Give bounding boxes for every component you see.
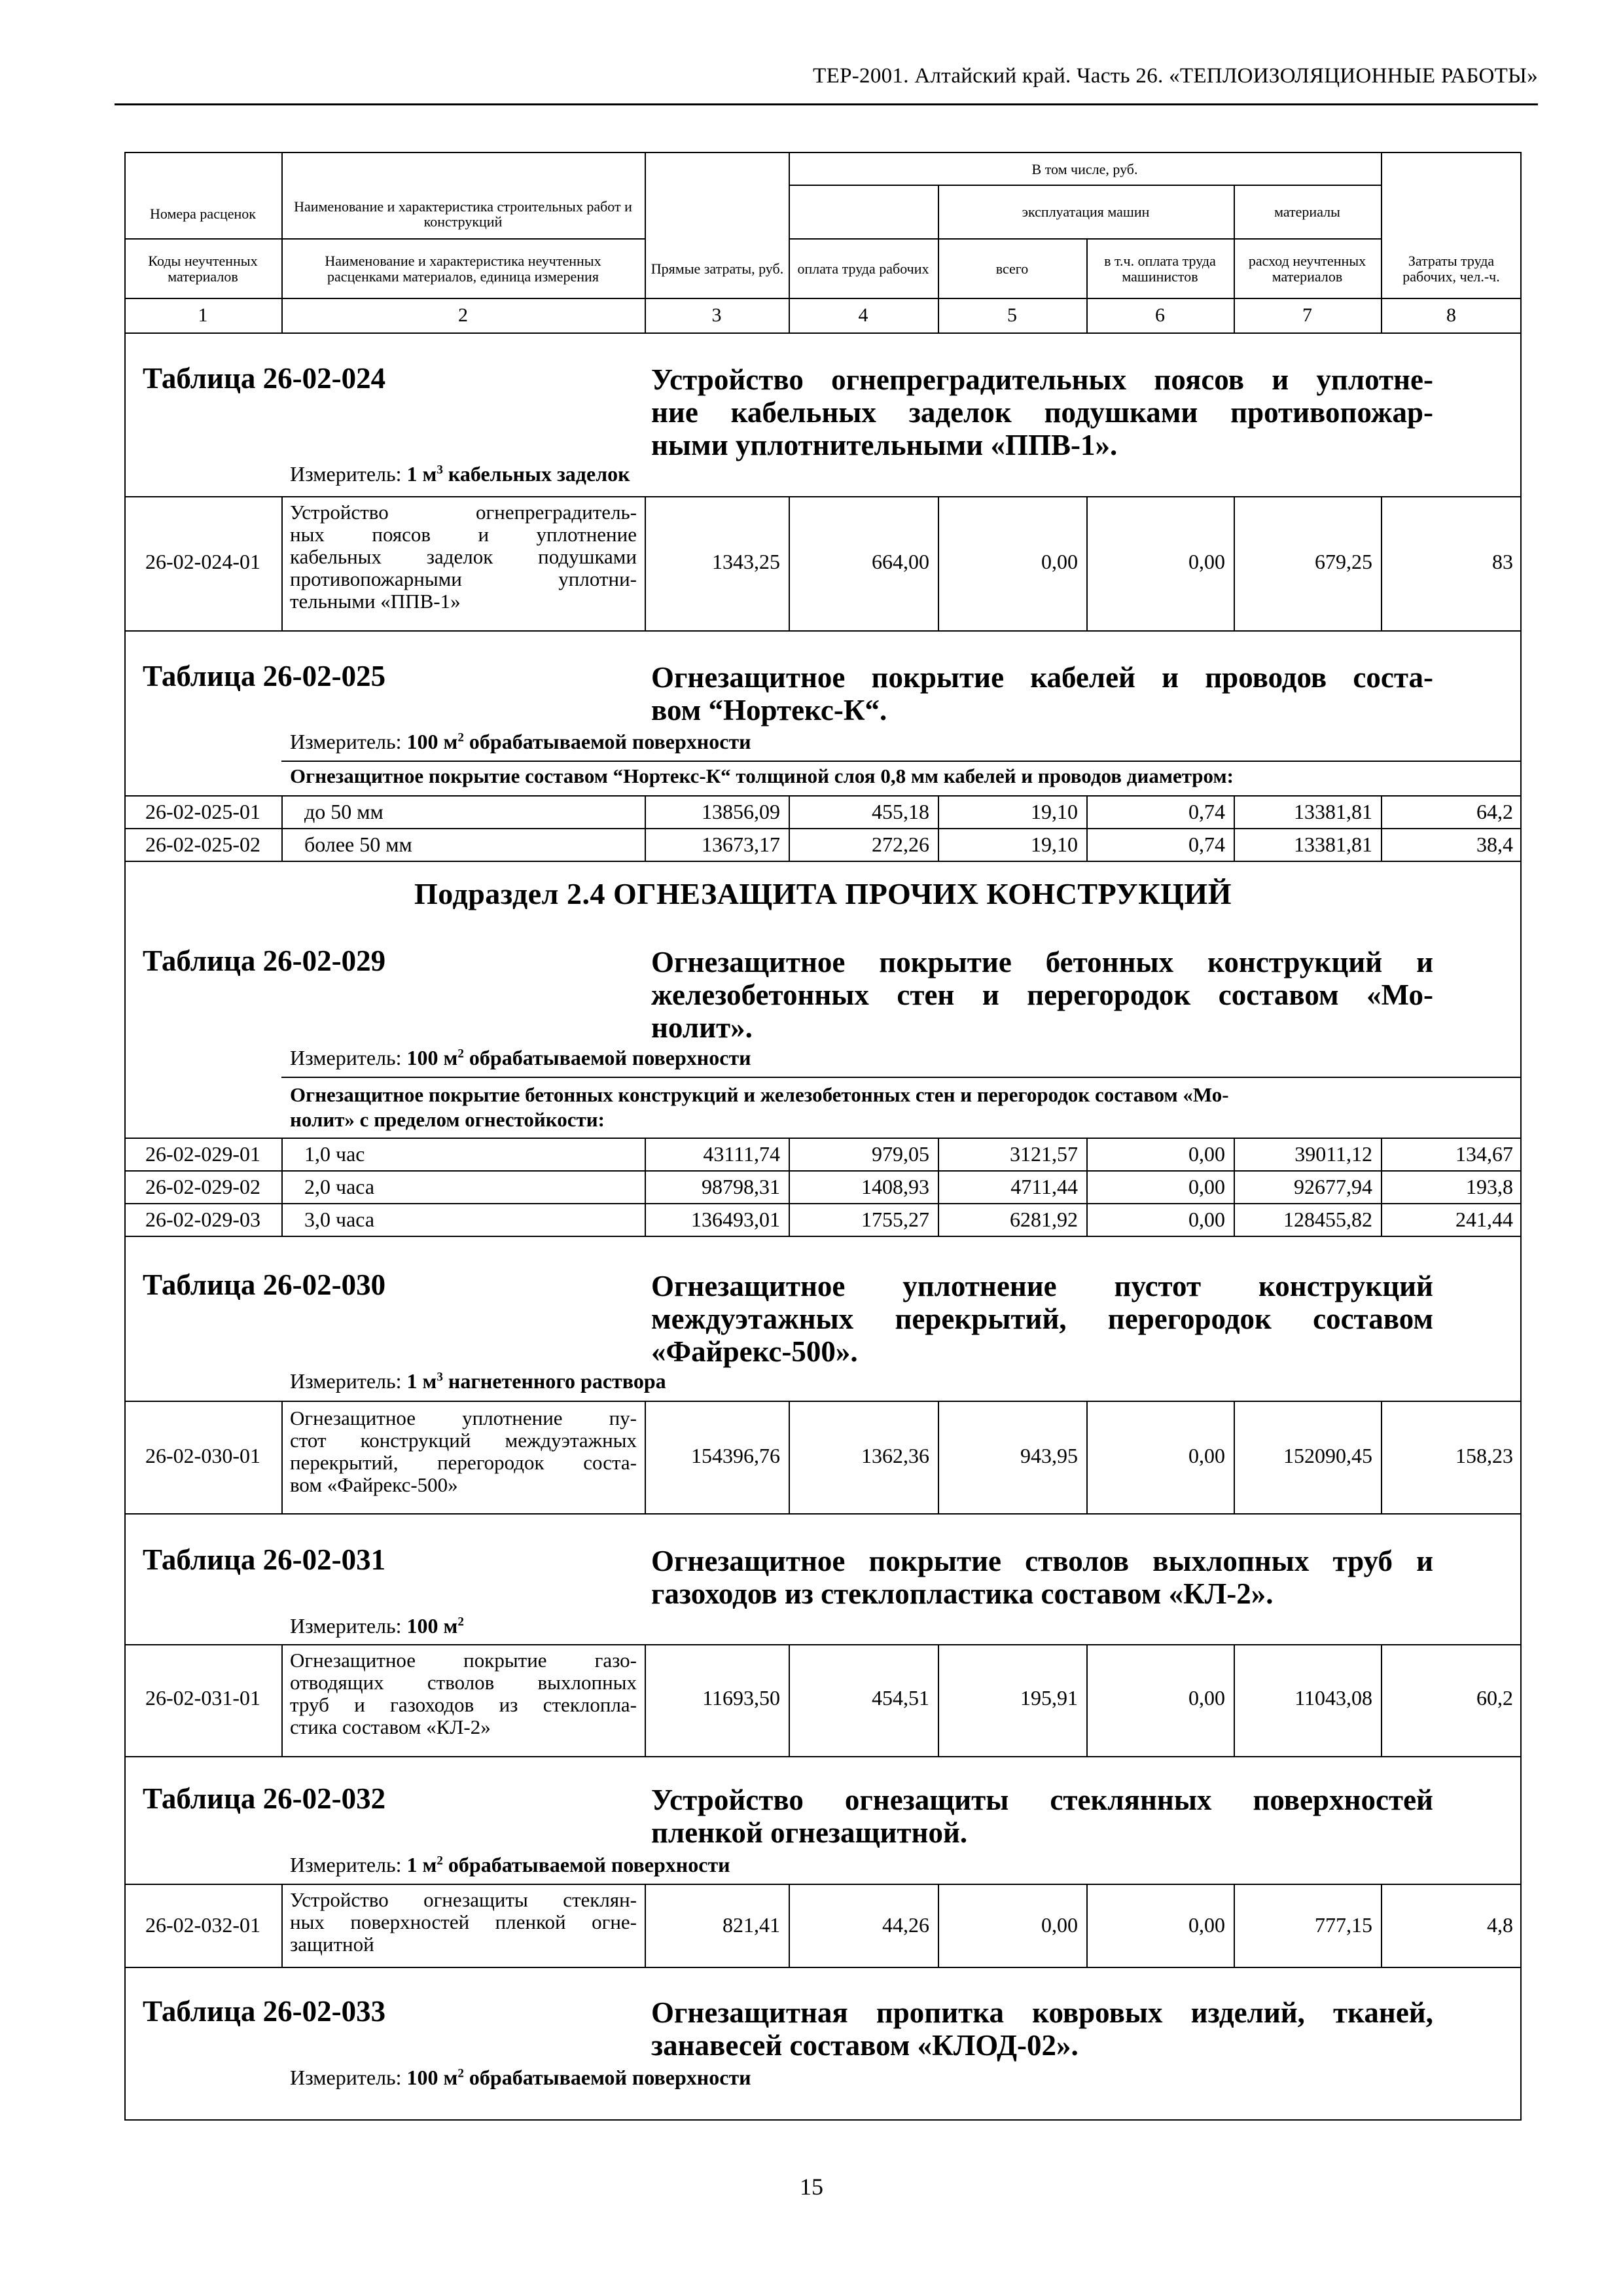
col-header-8: Затраты труда рабочих, чел.-ч. xyxy=(1402,253,1500,285)
operator-cost: 0,74 xyxy=(1188,800,1225,823)
machine-cost: 19,10 xyxy=(1031,800,1078,823)
col-header-2b: Наименование и характеристика неучтенных расценками материалов, единица измерения xyxy=(325,253,601,285)
labor-hours: 64,2 xyxy=(1476,800,1513,823)
col-header-4: оплата труда рабочих xyxy=(797,260,929,277)
table-title: Устройство огнепреградительных поясов и уплотне- ние кабельных заделок подушками противопожар- ными уплотнительными «ППВ-1». xyxy=(651,363,1433,461)
operator-cost: 0,00 xyxy=(1188,550,1225,573)
operator-cost: 0,74 xyxy=(1188,833,1225,856)
measure-unit: Измеритель: 1 $м^2$ обрабатываемой поверхности xyxy=(290,1853,730,1876)
direct-cost: 1343,25 xyxy=(712,550,780,573)
direct-cost: 136493,01 xyxy=(691,1208,780,1231)
labor-hours: 158,23 xyxy=(1455,1444,1513,1467)
labor-hours: 193,8 xyxy=(1466,1175,1513,1198)
work-description: до 50 мм xyxy=(304,800,383,823)
materials-cost: 39011,12 xyxy=(1294,1142,1372,1166)
labor-cost: 454,51 xyxy=(872,1686,929,1710)
col-header-3: Прямые затраты, руб. xyxy=(651,260,784,277)
rate-code: 26-02-024-01 xyxy=(145,550,260,573)
table-label: Таблица 26-02-031 xyxy=(143,1543,386,1576)
labor-cost: 1755,27 xyxy=(861,1208,929,1231)
machine-cost: 0,00 xyxy=(1041,550,1078,573)
col-header-2a: Наименование и характеристика строительных работ и конструкций xyxy=(294,198,632,230)
table-title: Огнезащитное покрытие стволов выхлопных труб и газоходов из стеклопластика составом «КЛ-2». xyxy=(651,1545,1433,1610)
labor-hours: 83 xyxy=(1492,550,1513,573)
rate-code: 26-02-030-01 xyxy=(145,1444,260,1467)
materials-cost: 152090,45 xyxy=(1283,1444,1372,1467)
table-label: Таблица 26-02-025 xyxy=(143,660,386,692)
col-num-5: 5 xyxy=(1007,304,1017,327)
machine-cost: 195,91 xyxy=(1020,1686,1078,1710)
table-title: Огнезащитное покрытие кабелей и проводов соста- вом “Нортекс-К“. xyxy=(651,661,1433,726)
page-number: 15 xyxy=(800,2174,823,2200)
materials-cost: 679,25 xyxy=(1315,550,1372,573)
direct-cost: 13856,09 xyxy=(702,800,780,823)
labor-cost: 44,26 xyxy=(882,1913,929,1937)
measure-unit: Измеритель: 100 $м^2$ обрабатываемой поверхности xyxy=(290,1046,751,1069)
materials-cost: 128455,82 xyxy=(1283,1208,1372,1231)
labor-cost: 664,00 xyxy=(872,550,929,573)
labor-hours: 60,2 xyxy=(1476,1686,1513,1710)
materials-cost: 92677,94 xyxy=(1294,1175,1372,1198)
operator-cost: 0,00 xyxy=(1188,1208,1225,1231)
table-label: Таблица 26-02-033 xyxy=(143,1995,386,2028)
labor-cost: 979,05 xyxy=(872,1142,929,1166)
operator-cost: 0,00 xyxy=(1188,1686,1225,1710)
machine-cost: 3121,57 xyxy=(1010,1142,1078,1166)
direct-cost: 11693,50 xyxy=(702,1686,780,1710)
materials-cost: 11043,08 xyxy=(1294,1686,1372,1710)
col-num-6: 6 xyxy=(1155,304,1165,327)
col-header-6: в т.ч. оплата труда машинистов xyxy=(1104,253,1216,285)
col-num-2: 2 xyxy=(458,304,468,327)
work-description: Огнезащитное уплотнение пу- стот конструкций междуэтажных перекрытий, перегородок соста- вом «Файрекс-500» xyxy=(290,1407,637,1496)
work-description: Устройство огнепреградитель- ных поясов и уплотнение кабельных заделок подушками противопожарными уплотни- тельными «ППВ-1» xyxy=(290,501,637,613)
col-header-incl: В том числе, руб. xyxy=(1031,161,1138,178)
direct-cost: 43111,74 xyxy=(703,1142,780,1166)
operator-cost: 0,00 xyxy=(1188,1913,1225,1937)
measure-unit: Измеритель: 1 $м^3$ нагнетенного раствора xyxy=(290,1369,666,1393)
col-header-materials: материалы xyxy=(1274,204,1340,221)
table-title: Огнезащитное уплотнение пустот конструкций междуэтажных перекрытий, перегородок составом «Файрекс-500». xyxy=(651,1270,1433,1368)
rate-code: 26-02-025-01 xyxy=(145,800,260,823)
labor-hours: 4,8 xyxy=(1487,1913,1513,1937)
rate-code: 26-02-032-01 xyxy=(145,1913,260,1937)
col-header-5: всего xyxy=(995,260,1029,277)
measure-unit: Измеритель: 100 $м^2$ обрабатываемой поверхности xyxy=(290,730,751,753)
direct-cost: 98798,31 xyxy=(702,1175,780,1198)
rate-code: 26-02-029-02 xyxy=(145,1175,260,1198)
table-label: Таблица 26-02-024 xyxy=(143,362,386,395)
machine-cost: 19,10 xyxy=(1031,833,1078,856)
col-header-1b: Коды неучтенных материалов xyxy=(148,253,258,285)
labor-hours: 134,67 xyxy=(1455,1142,1513,1166)
col-header-1a: Номера расценок xyxy=(150,206,256,223)
col-num-8: 8 xyxy=(1446,304,1456,327)
labor-hours: 38,4 xyxy=(1476,833,1513,856)
work-description: 2,0 часа xyxy=(304,1175,375,1198)
materials-cost: 13381,81 xyxy=(1294,800,1372,823)
table-title: Устройство огнезащиты стеклянных поверхностей пленкой огнезащитной. xyxy=(651,1784,1433,1849)
operator-cost: 0,00 xyxy=(1188,1175,1225,1198)
machine-cost: 943,95 xyxy=(1020,1444,1078,1467)
subsection-heading: Огнезащитное покрытие бетонных конструкций и железобетонных стен и перегородок составом «Мо- нолит» с пределом огнестойкости: xyxy=(290,1083,1229,1131)
table-label: Таблица 26-02-029 xyxy=(143,944,386,977)
labor-cost: 1362,36 xyxy=(861,1444,929,1467)
col-num-7: 7 xyxy=(1302,304,1312,327)
measure-unit: Измеритель: 100 $м^2$ обрабатываемой поверхности xyxy=(290,2066,751,2089)
rate-code: 26-02-025-02 xyxy=(145,833,260,856)
header-rule xyxy=(115,103,1538,105)
work-description: Устройство огнезащиты стеклян- ных поверхностей пленкой огне- защитной xyxy=(290,1888,637,1956)
col-header-7: расход неучтенных материалов xyxy=(1248,253,1366,285)
direct-cost: 13673,17 xyxy=(702,833,780,856)
table-label: Таблица 26-02-030 xyxy=(143,1268,386,1301)
work-description: более 50 мм xyxy=(304,833,412,856)
labor-cost: 455,18 xyxy=(872,800,929,823)
subsection-title: Подраздел 2.4 ОГНЕЗАЩИТА ПРОЧИХ КОНСТРУКЦИЙ xyxy=(414,877,1232,910)
direct-cost: 154396,76 xyxy=(691,1444,780,1467)
work-description: Огнезащитное покрытие газо- отводящих стволов выхлопных труб и газоходов из стеклопла- стика составом «КЛ-2» xyxy=(290,1649,637,1738)
rate-code: 26-02-029-01 xyxy=(145,1142,260,1166)
col-header-machines: эксплуатация машин xyxy=(1022,204,1150,221)
labor-cost: 1408,93 xyxy=(861,1175,929,1198)
machine-cost: 4711,44 xyxy=(1010,1175,1078,1198)
table-title: Огнезащитная пропитка ковровых изделий, тканей, занавесей составом «КЛОД-02». xyxy=(651,1996,1433,2062)
labor-cost: 272,26 xyxy=(872,833,929,856)
machine-cost: 0,00 xyxy=(1041,1913,1078,1937)
operator-cost: 0,00 xyxy=(1188,1142,1225,1166)
col-num-1: 1 xyxy=(198,304,208,327)
subsection-heading: Огнезащитное покрытие составом “Нортекс-К“ толщиной слоя 0,8 мм кабелей и проводов диаметром: xyxy=(290,764,1234,787)
materials-cost: 13381,81 xyxy=(1294,833,1372,856)
rate-code: 26-02-029-03 xyxy=(145,1208,260,1231)
col-num-4: 4 xyxy=(858,304,868,327)
col-num-3: 3 xyxy=(711,304,722,327)
operator-cost: 0,00 xyxy=(1188,1444,1225,1467)
labor-hours: 241,44 xyxy=(1455,1208,1513,1231)
machine-cost: 6281,92 xyxy=(1010,1208,1078,1231)
work-description: 1,0 час xyxy=(304,1142,365,1166)
materials-cost: 777,15 xyxy=(1315,1913,1372,1937)
table-label: Таблица 26-02-032 xyxy=(143,1782,386,1815)
table-title: Огнезащитное покрытие бетонных конструкций и железобетонных стен и перегородок составом «Мо- нолит». xyxy=(651,946,1433,1044)
work-description: 3,0 часа xyxy=(304,1208,375,1231)
measure-unit: Измеритель: 1 $м^3$ кабельных заделок xyxy=(290,462,630,486)
measure-unit: Измеритель: 100 $м^2$ xyxy=(290,1614,464,1638)
direct-cost: 821,41 xyxy=(722,1913,780,1937)
rate-code: 26-02-031-01 xyxy=(145,1686,260,1710)
page-header: ТЕР-2001. Алтайский край. Часть 26. «ТЕПЛОИЗОЛЯЦИОННЫЕ РАБОТЫ» xyxy=(813,64,1538,88)
